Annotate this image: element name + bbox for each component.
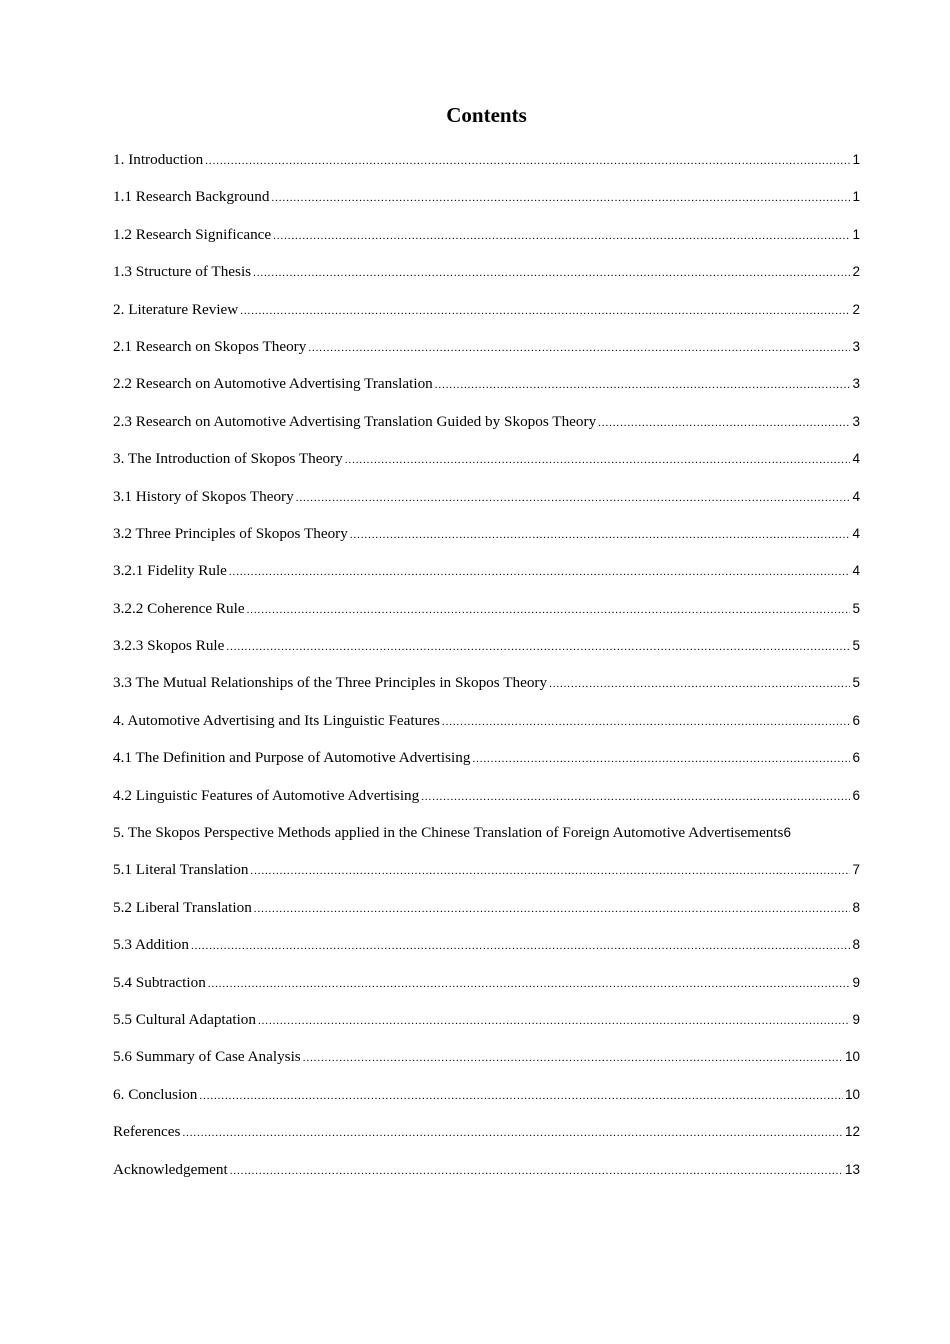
toc-entry-label: 1. Introduction (113, 151, 204, 168)
dot-leader (250, 857, 850, 885)
toc-entry[interactable] (113, 408, 860, 445)
toc-entry[interactable] (113, 520, 860, 557)
dot-leader (345, 446, 851, 474)
toc-entry-page-number: 5 (852, 638, 860, 654)
toc-entry-label: Acknowledgement (113, 1160, 228, 1178)
toc-entry-label: 4. Automotive Advertising and Its Linguistic Features (113, 711, 440, 729)
toc-entry-page-number: 5 (852, 600, 860, 616)
toc-entry-label: 5.4 Subtraction (113, 973, 206, 991)
dot-leader (208, 970, 851, 998)
toc-entry[interactable] (113, 483, 860, 520)
toc-entry[interactable] (113, 669, 860, 706)
toc-entry[interactable] (113, 856, 860, 893)
toc-entry-page-number: 6 (852, 750, 860, 766)
toc-entry-page-number: 6 (783, 825, 791, 841)
toc-entry[interactable] (113, 1043, 860, 1080)
toc-entry-page-number: 2 (852, 264, 860, 280)
toc-entry[interactable] (113, 557, 860, 594)
toc-entry-page-number: 1 (852, 226, 860, 242)
toc-entry-page-number: 4 (852, 525, 860, 541)
dot-leader (199, 1082, 843, 1110)
dot-leader (421, 783, 850, 811)
toc-entry-page-number: 9 (852, 1011, 860, 1027)
toc-entry-label: 2.3 Research on Automotive Advertising Translation Guided by Skopos Theory (113, 412, 597, 430)
toc-entry-label: 5.5 Cultural Adaptation (113, 1010, 256, 1028)
dot-leader (549, 670, 850, 698)
toc-entry-page-number: 3 (852, 413, 860, 429)
dot-leader (254, 895, 851, 923)
toc-entry-page-number: 1 (852, 152, 860, 167)
dot-leader (435, 371, 851, 399)
dot-leader (258, 1007, 850, 1035)
toc-entry-label: 3.2.2 Coherence Rule (113, 599, 245, 617)
toc-entry-label: 6. Conclusion (113, 1085, 198, 1103)
dot-leader (230, 1157, 843, 1185)
dot-leader (240, 297, 850, 325)
toc-entry-page-number: 9 (852, 974, 860, 990)
toc-entry-page-number: 13 (844, 1161, 860, 1177)
toc-entry-label: 5.2 Liberal Translation (113, 898, 252, 916)
toc-entry[interactable] (113, 969, 860, 1006)
toc-entry-page-number: 2 (852, 301, 860, 317)
dot-leader (472, 745, 850, 773)
toc-entry-page-number: 4 (852, 451, 860, 467)
dot-leader (303, 1044, 843, 1072)
toc-entry-label: 4.2 Linguistic Features of Automotive Advertising (113, 786, 420, 804)
toc-entry-label: 5.1 Literal Translation (113, 861, 249, 879)
toc-entry-page-number: 8 (852, 899, 860, 915)
toc-entry-page-number: 3 (852, 338, 860, 354)
dot-leader (253, 259, 850, 287)
toc-entry-label: 3.2 Three Principles of Skopos Theory (113, 524, 348, 542)
toc-entry-label: 2.1 Research on Skopos Theory (113, 337, 307, 355)
dot-leader (182, 1119, 843, 1147)
toc-entry[interactable] (113, 744, 860, 781)
toc-entry-page-number: 10 (844, 1086, 860, 1102)
toc-entry-page-number: 10 (844, 1049, 860, 1065)
toc-entry[interactable] (113, 1006, 860, 1043)
dot-leader (296, 484, 851, 512)
dot-leader (271, 184, 850, 212)
toc-entry-label: 3.3 The Mutual Relationships of the Three Principles in Skopos Theory (113, 674, 548, 692)
toc-entry[interactable] (113, 258, 860, 295)
toc-entry[interactable] (113, 445, 860, 482)
toc-entry-page-number: 1 (852, 189, 860, 205)
toc-entry-page-number: 8 (852, 937, 860, 953)
toc-entry[interactable] (113, 1118, 860, 1155)
toc-entry[interactable] (113, 221, 860, 258)
toc-entry-label: 5.3 Addition (113, 936, 189, 954)
toc-entry[interactable] (113, 296, 860, 333)
toc-entry[interactable] (113, 632, 860, 669)
dot-leader (247, 596, 851, 624)
toc-entry-label: 5.6 Summary of Case Analysis (113, 1048, 301, 1066)
dot-leader (205, 147, 850, 175)
toc-entry-page-number: 4 (852, 488, 860, 504)
toc-entry-label: 1.1 Research Background (113, 188, 270, 206)
toc-entry-page-number: 6 (852, 712, 860, 728)
toc-entry[interactable] (113, 894, 860, 931)
toc-entry[interactable] (113, 931, 860, 968)
dot-leader (226, 633, 850, 661)
toc-entry-page-number: 3 (852, 376, 860, 392)
toc-entry[interactable] (113, 707, 860, 744)
toc-entry-label: 3.1 History of Skopos Theory (113, 487, 294, 505)
toc-entry-label: 3. The Introduction of Skopos Theory (113, 450, 343, 468)
toc-entry-label: 3.2.1 Fidelity Rule (113, 562, 227, 580)
toc-entry-label: 5. The Skopos Perspective Methods applied in the Chinese Translation of Foreign Automotive Advertisements (113, 824, 784, 842)
toc-entry-page-number: 5 (852, 675, 860, 691)
toc-entry-label: 4.1 The Definition and Purpose of Automotive Advertising (113, 749, 471, 767)
toc-entry[interactable] (113, 183, 860, 220)
toc-entry[interactable] (113, 146, 860, 183)
dot-leader (442, 708, 851, 736)
toc-entry-page-number: 12 (844, 1124, 860, 1140)
dot-leader (229, 558, 851, 586)
toc-entry[interactable] (113, 595, 860, 632)
dot-leader (598, 409, 850, 437)
dot-leader (273, 222, 850, 250)
toc-entry-page-number: 6 (852, 787, 860, 803)
toc-entry[interactable] (113, 1081, 860, 1118)
toc-entry-page-number: 7 (852, 862, 860, 878)
toc-title: Contents (446, 103, 527, 127)
toc-entry[interactable] (113, 370, 860, 407)
toc-entry[interactable] (113, 819, 860, 856)
toc-entry-label: 1.2 Research Significance (113, 225, 272, 243)
dot-leader (308, 334, 850, 362)
toc-entry-label: 1.3 Structure of Thesis (113, 263, 252, 281)
toc-entry[interactable] (113, 782, 860, 819)
toc-entry-page-number: 4 (852, 563, 860, 579)
toc-entry-label: References (113, 1123, 181, 1141)
toc-list (113, 146, 860, 1193)
toc-entry-label: 2.2 Research on Automotive Advertising Translation (113, 375, 433, 393)
dot-leader (191, 932, 851, 960)
toc-entry-label: 2. Literature Review (113, 300, 239, 318)
dot-leader (350, 521, 851, 549)
toc-entry[interactable] (113, 1156, 860, 1193)
toc-entry-label: 3.2.3 Skopos Rule (113, 637, 225, 655)
toc-entry[interactable] (113, 333, 860, 370)
